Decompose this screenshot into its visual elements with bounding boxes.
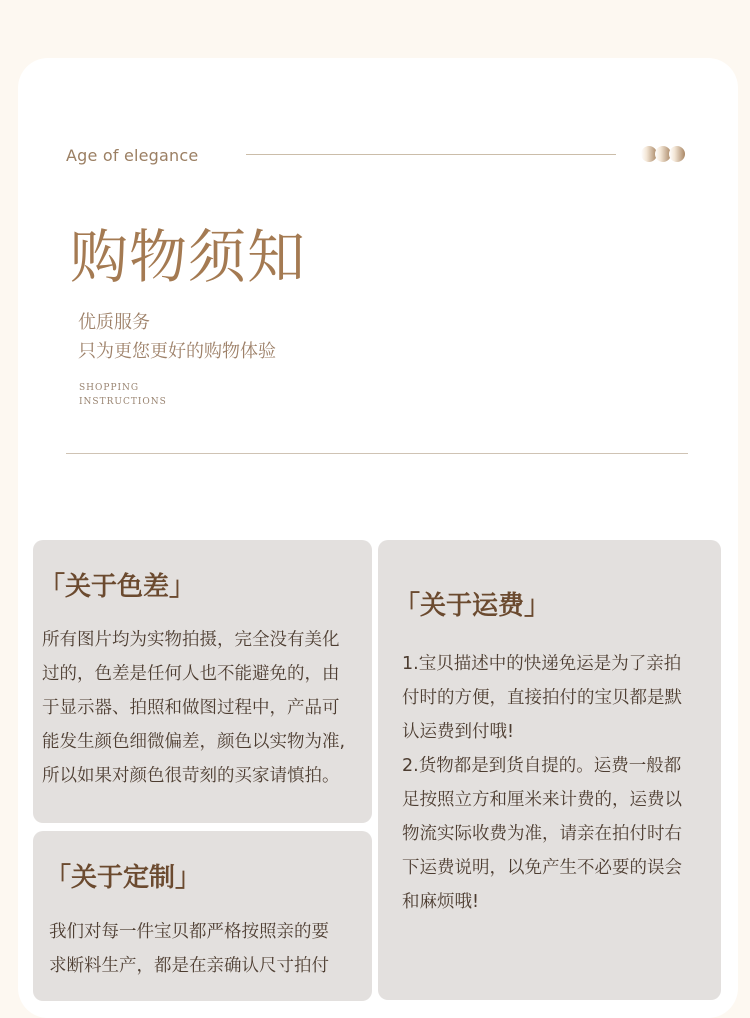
subtitle-line-1: 优质服务	[78, 312, 150, 333]
page-title: 购物须知	[70, 223, 307, 291]
decorative-dots-icon	[641, 146, 691, 162]
header-divider	[246, 154, 616, 155]
text-line: 所有图片均为实物拍摄，完全没有美化	[42, 630, 340, 650]
text-line: 和麻烦哦!	[402, 892, 480, 912]
text-line: 能发生颜色细微偏差，颜色以实物为准,	[42, 732, 346, 752]
text-line: 认运费到付哦!	[402, 722, 515, 742]
text-line: 1.宝贝描述中的快递免运是为了亲拍	[402, 654, 682, 674]
dot-icon	[669, 146, 685, 162]
customization-box	[33, 831, 372, 1001]
text-line: 物流实际收费为准，请亲在拍付时右	[402, 824, 682, 844]
shipping-title: 「关于运费」	[394, 591, 551, 621]
color-difference-text	[42, 623, 372, 793]
color-difference-box	[33, 540, 372, 823]
text-line: 过的，色差是任何人也不能避免的，由	[42, 664, 340, 684]
subtitle-line-2: 只为更您更好的购物体验	[78, 341, 276, 362]
text-line: 所以如果对颜色很苛刻的买家请慎拍。	[42, 766, 340, 786]
shipping-text	[402, 647, 712, 919]
customization-title: 「关于定制」	[45, 863, 202, 893]
text-line: 于显示器、拍照和做图过程中，产品可	[42, 698, 340, 718]
text-line: 足按照立方和厘米来计费的，运费以	[402, 790, 682, 810]
section-divider	[66, 453, 688, 454]
text-line: 我们对每一件宝贝都严格按照亲的要	[49, 922, 329, 942]
tagline: Age of elegance	[66, 146, 199, 165]
color-difference-title: 「关于色差」	[39, 572, 196, 602]
english-label-1: SHOPPING	[79, 383, 140, 393]
text-line: 下运费说明，以免产生不必要的误会	[402, 858, 682, 878]
english-label-2: INSTRUCTIONS	[79, 397, 167, 407]
text-line: 付时的方便，直接拍付的宝贝都是默	[402, 688, 682, 708]
customization-text	[49, 915, 369, 983]
text-line: 求断料生产，都是在亲确认尺寸拍付	[49, 956, 329, 976]
text-line: 2.货物都是到货自提的。运费一般都	[402, 756, 682, 776]
shipping-box	[378, 540, 721, 1000]
